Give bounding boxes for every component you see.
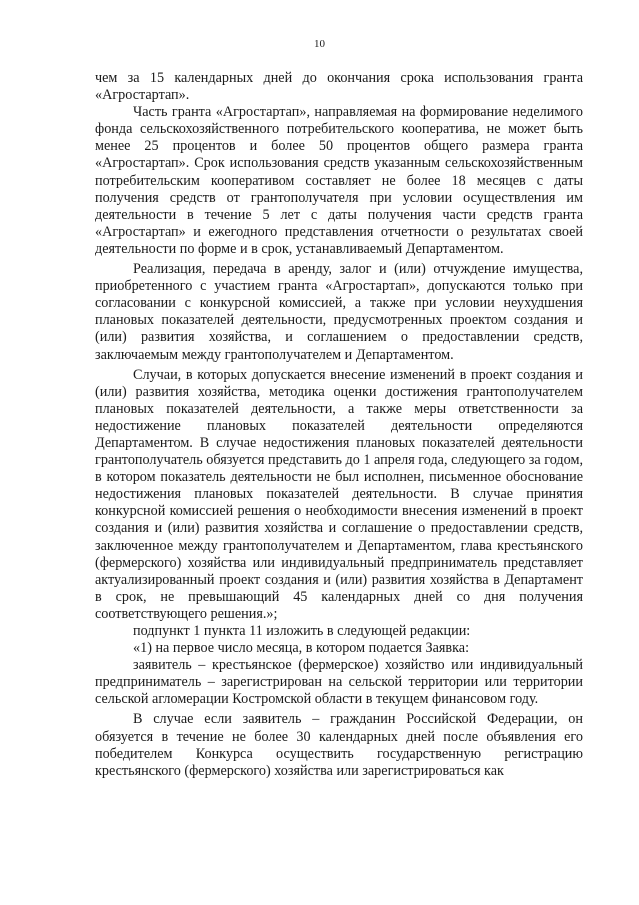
paragraph: В случае если заявитель – гражданин Российской Федерации, он обязуется в течение не более 30 календарных дней после объявления его победителем Конкурса осуществить государственную регистрацию крестьянского (фермерского) хозяйства или зарегистрироваться как xyxy=(95,711,583,779)
paragraph: Часть гранта «Агростартап», направляемая на формирование неделимого фонда сельскохозяйственного потребительского кооператива, не может быть менее 25 процентов и более 50 процентов общего размера гранта «Агростартап». Срок использования средств указанным сельскохозяйственным потребительским кооперативом составляет не более 18 месяцев с даты получения средств от грантополучателя при условии осуществления им деятельности в течение 5 лет с даты получения части средств гранта «Агростартап» и ежегодного представления отчетности о результатах своей деятельности по форме и в срок, устанавливаемый Департаментом. xyxy=(95,104,583,257)
paragraph: заявитель – крестьянское (фермерское) хозяйство или индивидуальный предприниматель – зарегистрирован на сельской территории или территории сельской агломерации Костромской области в текущем финансовом году. xyxy=(95,657,583,708)
paragraph: подпункт 1 пункта 11 изложить в следующей редакции: xyxy=(133,623,471,639)
document-body xyxy=(95,70,583,780)
page-number: 10 xyxy=(314,38,325,50)
paragraph: чем за 15 календарных дней до окончания срока использования гранта «Агростартап». xyxy=(95,70,583,104)
paragraph: Реализация, передача в аренду, залог и (или) отчуждение имущества, приобретенного с участием гранта «Агростартап», допускаются только при согласовании с конкурсной комиссией, а также при условии неухудшения плановых показателей деятельности, предусмотренных проектом создания и (или) развития хозяйства, и соглашением о предоставлении средств, заключаемым между грантополучателем и Департаментом. xyxy=(95,261,583,363)
paragraph: Случаи, в которых допускается внесение изменений в проект создания и (или) развития хозяйства, методика оценки достижения грантополучателем плановых показателей деятельности, а также меры ответственности за недостижение плановых показателей деятельности определяются Департаментом. В случае недостижения плановых показателей деятельности грантополучатель обязуется представить до 1 апреля года, следующего за годом, в котором показатель деятельности не был исполнен, письменное обоснование недостижения плановых показателей деятельности. В случае принятия конкурсной комиссией решения о необходимости внесения изменений в проект создания и (или) развития хозяйства и соглашение о предоставлении средств, заключенное между грантополучателем и Департаментом, глава крестьянского (фермерского) хозяйства или индивидуальный предприниматель представляет актуализированный проект создания и (или) развития хозяйства в Департамент в срок, не превышающий 45 календарных дней со дня получения соответствующего решения.»; xyxy=(95,366,583,622)
paragraph: «1) на первое число месяца, в котором подается Заявка: xyxy=(133,640,470,657)
